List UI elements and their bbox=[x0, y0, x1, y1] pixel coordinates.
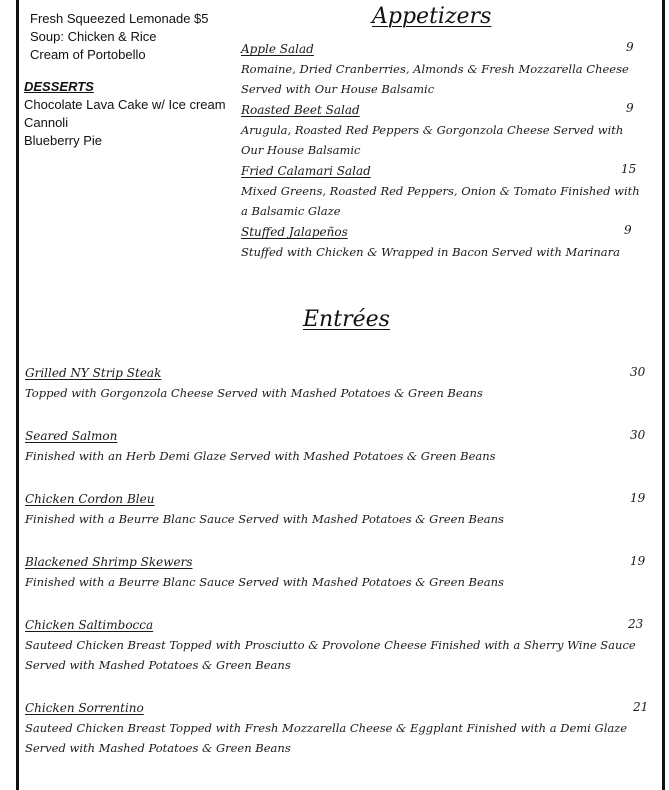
menu-item bbox=[25, 362, 650, 425]
desserts-heading: DESSERTS bbox=[24, 79, 94, 94]
item-description: Romaine, Dried Cranberries, Almonds & Fresh Mozzarella Cheese Served with Our House Balsamic bbox=[241, 62, 629, 96]
page-border-left bbox=[16, 0, 19, 790]
item-description: Mixed Greens, Roasted Red Peppers, Onion & Tomato Finished with a Balsamic Glaze bbox=[241, 184, 640, 218]
item-price: 19 bbox=[630, 491, 646, 505]
menu-item bbox=[241, 38, 641, 99]
appetizers-title: Appetizers bbox=[372, 4, 492, 29]
item-name: Grilled NY Strip Steak bbox=[25, 366, 162, 380]
soup-special: Soup: Chicken & Rice bbox=[30, 29, 157, 44]
soup-special-2: Cream of Portobello bbox=[30, 47, 146, 62]
item-name: Stuffed Jalapeños bbox=[241, 225, 348, 239]
item-description: Topped with Gorgonzola Cheese Served with Mashed Potatoes & Green Beans bbox=[25, 386, 483, 400]
item-name: Blackened Shrimp Skewers bbox=[25, 555, 193, 569]
menu-item bbox=[25, 697, 650, 780]
item-price: 21 bbox=[633, 700, 649, 714]
item-price: 9 bbox=[624, 223, 632, 237]
item-price: 23 bbox=[628, 617, 644, 631]
item-price: 9 bbox=[626, 40, 634, 54]
item-price: 15 bbox=[621, 162, 637, 176]
dessert-item: Blueberry Pie bbox=[24, 133, 103, 148]
lemonade-special: Fresh Squeezed Lemonade $5 bbox=[30, 11, 209, 26]
item-price: 19 bbox=[630, 554, 646, 568]
item-description: Finished with a Beurre Blanc Sauce Served with Mashed Potatoes & Green Beans bbox=[25, 575, 504, 589]
menu-item bbox=[241, 221, 641, 262]
menu-item bbox=[241, 99, 641, 160]
item-description: Sauteed Chicken Breast Topped with Fresh Mozzarella Cheese & Eggplant Finished with a Demi Glaze Served with Mashed Potatoes & Green Beans bbox=[25, 721, 628, 755]
item-name: Chicken Saltimbocca bbox=[25, 618, 154, 632]
item-name: Chicken Sorrentino bbox=[25, 701, 144, 715]
item-name: Chicken Cordon Bleu bbox=[25, 492, 155, 506]
item-price: 30 bbox=[630, 428, 646, 442]
specials-column bbox=[24, 10, 234, 150]
item-description: Sauteed Chicken Breast Topped with Prosciutto & Provolone Cheese Finished with a Sherry Wine Sauce Served with Mashed Potatoes & Green Beans bbox=[25, 638, 636, 672]
item-description: Finished with an Herb Demi Glaze Served with Mashed Potatoes & Green Beans bbox=[25, 449, 496, 463]
item-description: Arugula, Roasted Red Peppers & Gorgonzola Cheese Served with Our House Balsamic bbox=[241, 123, 624, 157]
item-description: Finished with a Beurre Blanc Sauce Served with Mashed Potatoes & Green Beans bbox=[25, 512, 504, 526]
item-price: 30 bbox=[630, 365, 646, 379]
dessert-item: Chocolate Lava Cake w/ Ice cream bbox=[24, 97, 226, 112]
menu-item bbox=[241, 160, 641, 221]
item-description: Stuffed with Chicken & Wrapped in Bacon Served with Marinara bbox=[241, 245, 620, 259]
menu-item bbox=[25, 488, 650, 551]
dessert-item: Cannoli bbox=[24, 115, 69, 130]
menu-item bbox=[25, 551, 650, 614]
item-name: Apple Salad bbox=[241, 42, 314, 56]
entrees-title: Entrées bbox=[303, 307, 390, 332]
menu-item bbox=[25, 614, 650, 697]
item-name: Seared Salmon bbox=[25, 429, 118, 443]
appetizers-list bbox=[241, 38, 641, 262]
menu-item bbox=[25, 425, 650, 488]
item-name: Roasted Beet Salad bbox=[241, 103, 360, 117]
entrees-list bbox=[25, 362, 650, 780]
item-price: 9 bbox=[626, 101, 634, 115]
item-name: Fried Calamari Salad bbox=[241, 164, 371, 178]
page-border-right bbox=[662, 0, 665, 790]
